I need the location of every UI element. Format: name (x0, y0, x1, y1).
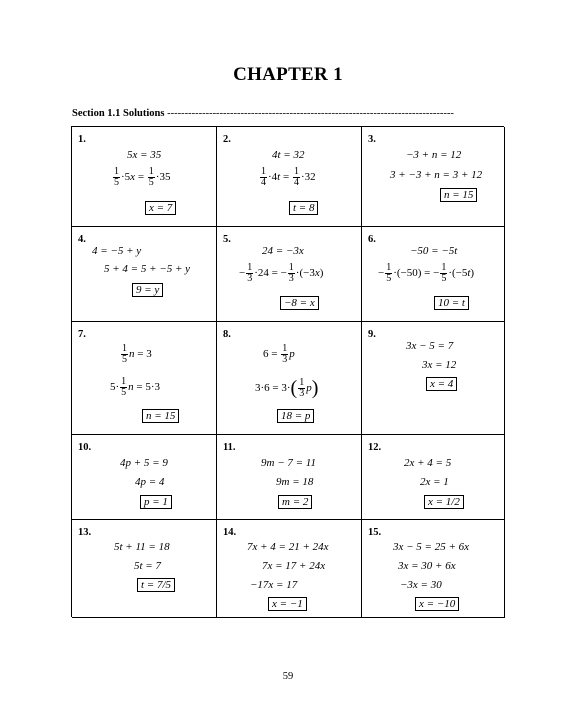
numerator: 1 (282, 343, 288, 354)
equation-line: $\frac{1}{5}$ ·5x = $\frac{1}{5}$ ·35 (114, 166, 171, 188)
equation-line: 2x + 4 = 5 (404, 457, 452, 469)
answer-box: −8 = x (280, 297, 319, 309)
equation-line: $\frac{1}{4}$ ·4t = $\frac{1}{4}$ ·32 (261, 166, 316, 188)
solutions-grid (71, 126, 504, 617)
equation-line: 5· $\frac{1}{5}$ n = 5·3 (110, 376, 161, 398)
equation-line: 3 + −3 + n = 3 + 12 (390, 169, 483, 181)
denominator: 3 (288, 273, 294, 284)
equation-line: 3x = 30 + 6x (398, 560, 456, 572)
problem-cell-8 (217, 322, 362, 435)
equation-line: 3x − 5 = 25 + 6x (393, 541, 470, 553)
numerator: 1 (247, 262, 253, 273)
answer-box: 18 = p (277, 410, 314, 422)
numerator: 1 (288, 262, 294, 273)
equation-line: 5t = 7 (134, 560, 161, 572)
denominator: 5 (386, 273, 392, 284)
equation-line: 9m − 7 = 11 (261, 457, 316, 469)
denominator: 5 (121, 387, 127, 398)
equation-line: −17x = 17 (250, 579, 298, 591)
problem-number: 11. (223, 442, 236, 453)
page-number: 59 (282, 671, 294, 682)
problem-number: 12. (368, 442, 382, 453)
numerator: 1 (261, 166, 266, 177)
section-label: Section 1.1 Solutions (72, 108, 165, 119)
answer-box: 9 = y (132, 284, 163, 296)
numerator: 1 (293, 166, 299, 177)
problem-number: 4. (78, 234, 86, 245)
denominator: 5 (441, 273, 447, 284)
fraction (260, 167, 267, 188)
answer-box: n = 15 (142, 410, 179, 422)
numerator: 1 (299, 377, 305, 388)
denominator: 5 (122, 354, 127, 365)
numerator: 1 (386, 262, 392, 273)
problem-number: 6. (368, 234, 376, 245)
equation-line: − $\frac{1}{5}$ ·(−50) = − $\frac{1}{5}$ ·(−5t) (378, 262, 475, 284)
fraction (298, 378, 305, 399)
problem-cell-9 (362, 322, 505, 435)
problem-number: 13. (78, 527, 92, 538)
equation-line: 7x + 4 = 21 + 24x (247, 541, 329, 553)
fraction (288, 263, 295, 284)
problem-number: 15. (368, 527, 382, 538)
denominator: 3 (282, 354, 288, 365)
denominator: 5 (114, 177, 119, 188)
problem-number: 5. (223, 234, 231, 245)
problem-cell-13 (72, 520, 217, 618)
answer-box: 10 = t (434, 297, 469, 309)
fraction (121, 344, 128, 365)
fraction (281, 344, 288, 365)
equation-line: 4t = 32 (272, 149, 305, 161)
equation-line: 3·6 = 3·( $\frac{1}{3}$ p) (255, 377, 319, 399)
numerator: 1 (121, 376, 127, 387)
equation-line: −3 + n = 12 (406, 149, 462, 161)
fraction (385, 263, 392, 284)
problem-cell-10 (72, 435, 217, 520)
fraction (120, 377, 127, 398)
equation-line: 24 = −3x (262, 245, 304, 257)
equation-line: −3x = 30 (400, 579, 442, 591)
problem-number: 8. (223, 329, 231, 340)
equation-line: 3x − 5 = 7 (406, 340, 454, 352)
problem-cell-2 (217, 127, 362, 227)
numerator: 1 (122, 343, 127, 354)
chapter-title: CHAPTER 1 (233, 64, 343, 85)
equation-line: 5t + 11 = 18 (114, 541, 170, 553)
equation-line: −50 = −5t (410, 245, 458, 257)
numerator: 1 (441, 262, 447, 273)
problem-cell-4 (72, 227, 217, 322)
answer-box: x = 7 (145, 202, 176, 214)
equation-line: 9m = 18 (276, 476, 314, 488)
answer-box: x = 4 (426, 378, 457, 390)
equation-line: 4p + 5 = 9 (120, 457, 168, 469)
problem-number: 9. (368, 329, 376, 340)
problem-cell-15 (362, 520, 505, 618)
answer-box: t = 8 (289, 202, 318, 214)
problem-number: 2. (223, 134, 231, 145)
equation-line: 4p = 4 (135, 476, 165, 488)
problem-cell-11 (217, 435, 362, 520)
equation-line: $\frac{1}{5}$ n = 3 (122, 343, 152, 365)
equation-line: 4 = −5 + y (92, 245, 142, 257)
answer-box: x = −1 (268, 598, 307, 610)
answer-box: p = 1 (140, 496, 172, 508)
denominator: 3 (247, 273, 253, 284)
denominator: 3 (299, 388, 305, 399)
answer-box: n = 15 (440, 189, 477, 201)
problem-cell-6 (362, 227, 505, 322)
problem-cell-5 (217, 227, 362, 322)
problem-number: 3. (368, 134, 376, 145)
problem-number: 1. (78, 134, 86, 145)
equation-line: 5 + 4 = 5 + −5 + y (104, 263, 190, 275)
problem-cell-14 (217, 520, 362, 618)
problem-number: 10. (78, 442, 92, 453)
fraction (440, 263, 447, 284)
problem-cell-3 (362, 127, 505, 227)
answer-box: m = 2 (278, 496, 312, 508)
answer-box: x = −10 (415, 598, 459, 610)
equation-line: 5x = 35 (127, 149, 162, 161)
section-heading (72, 108, 504, 119)
denominator: 5 (148, 177, 154, 188)
denominator: 4 (261, 177, 266, 188)
denominator: 4 (293, 177, 299, 188)
equation-line: − $\frac{1}{3}$ ·24 = − $\frac{1}{3}$ ·(−3x) (239, 262, 324, 284)
problem-cell-1 (72, 127, 217, 227)
numerator: 1 (148, 166, 154, 177)
equation-line: 2x = 1 (420, 476, 449, 488)
fraction (148, 167, 155, 188)
fraction (113, 167, 120, 188)
numerator: 1 (114, 166, 119, 177)
section-rule: ---------------------------------------------------------------------------------- (167, 108, 454, 119)
problem-cell-12 (362, 435, 505, 520)
problem-number: 7. (78, 329, 86, 340)
answer-box: x = 1/2 (424, 496, 464, 508)
answer-box: t = 7/5 (137, 579, 175, 591)
equation-line: 6 = $\frac{1}{3}$ p (263, 343, 295, 365)
equation-line: 3x = 12 (422, 359, 457, 371)
problem-cell-7 (72, 322, 217, 435)
equation-line: 7x = 17 + 24x (262, 560, 326, 572)
fraction (293, 167, 300, 188)
fraction (246, 263, 253, 284)
problem-number: 14. (223, 527, 237, 538)
